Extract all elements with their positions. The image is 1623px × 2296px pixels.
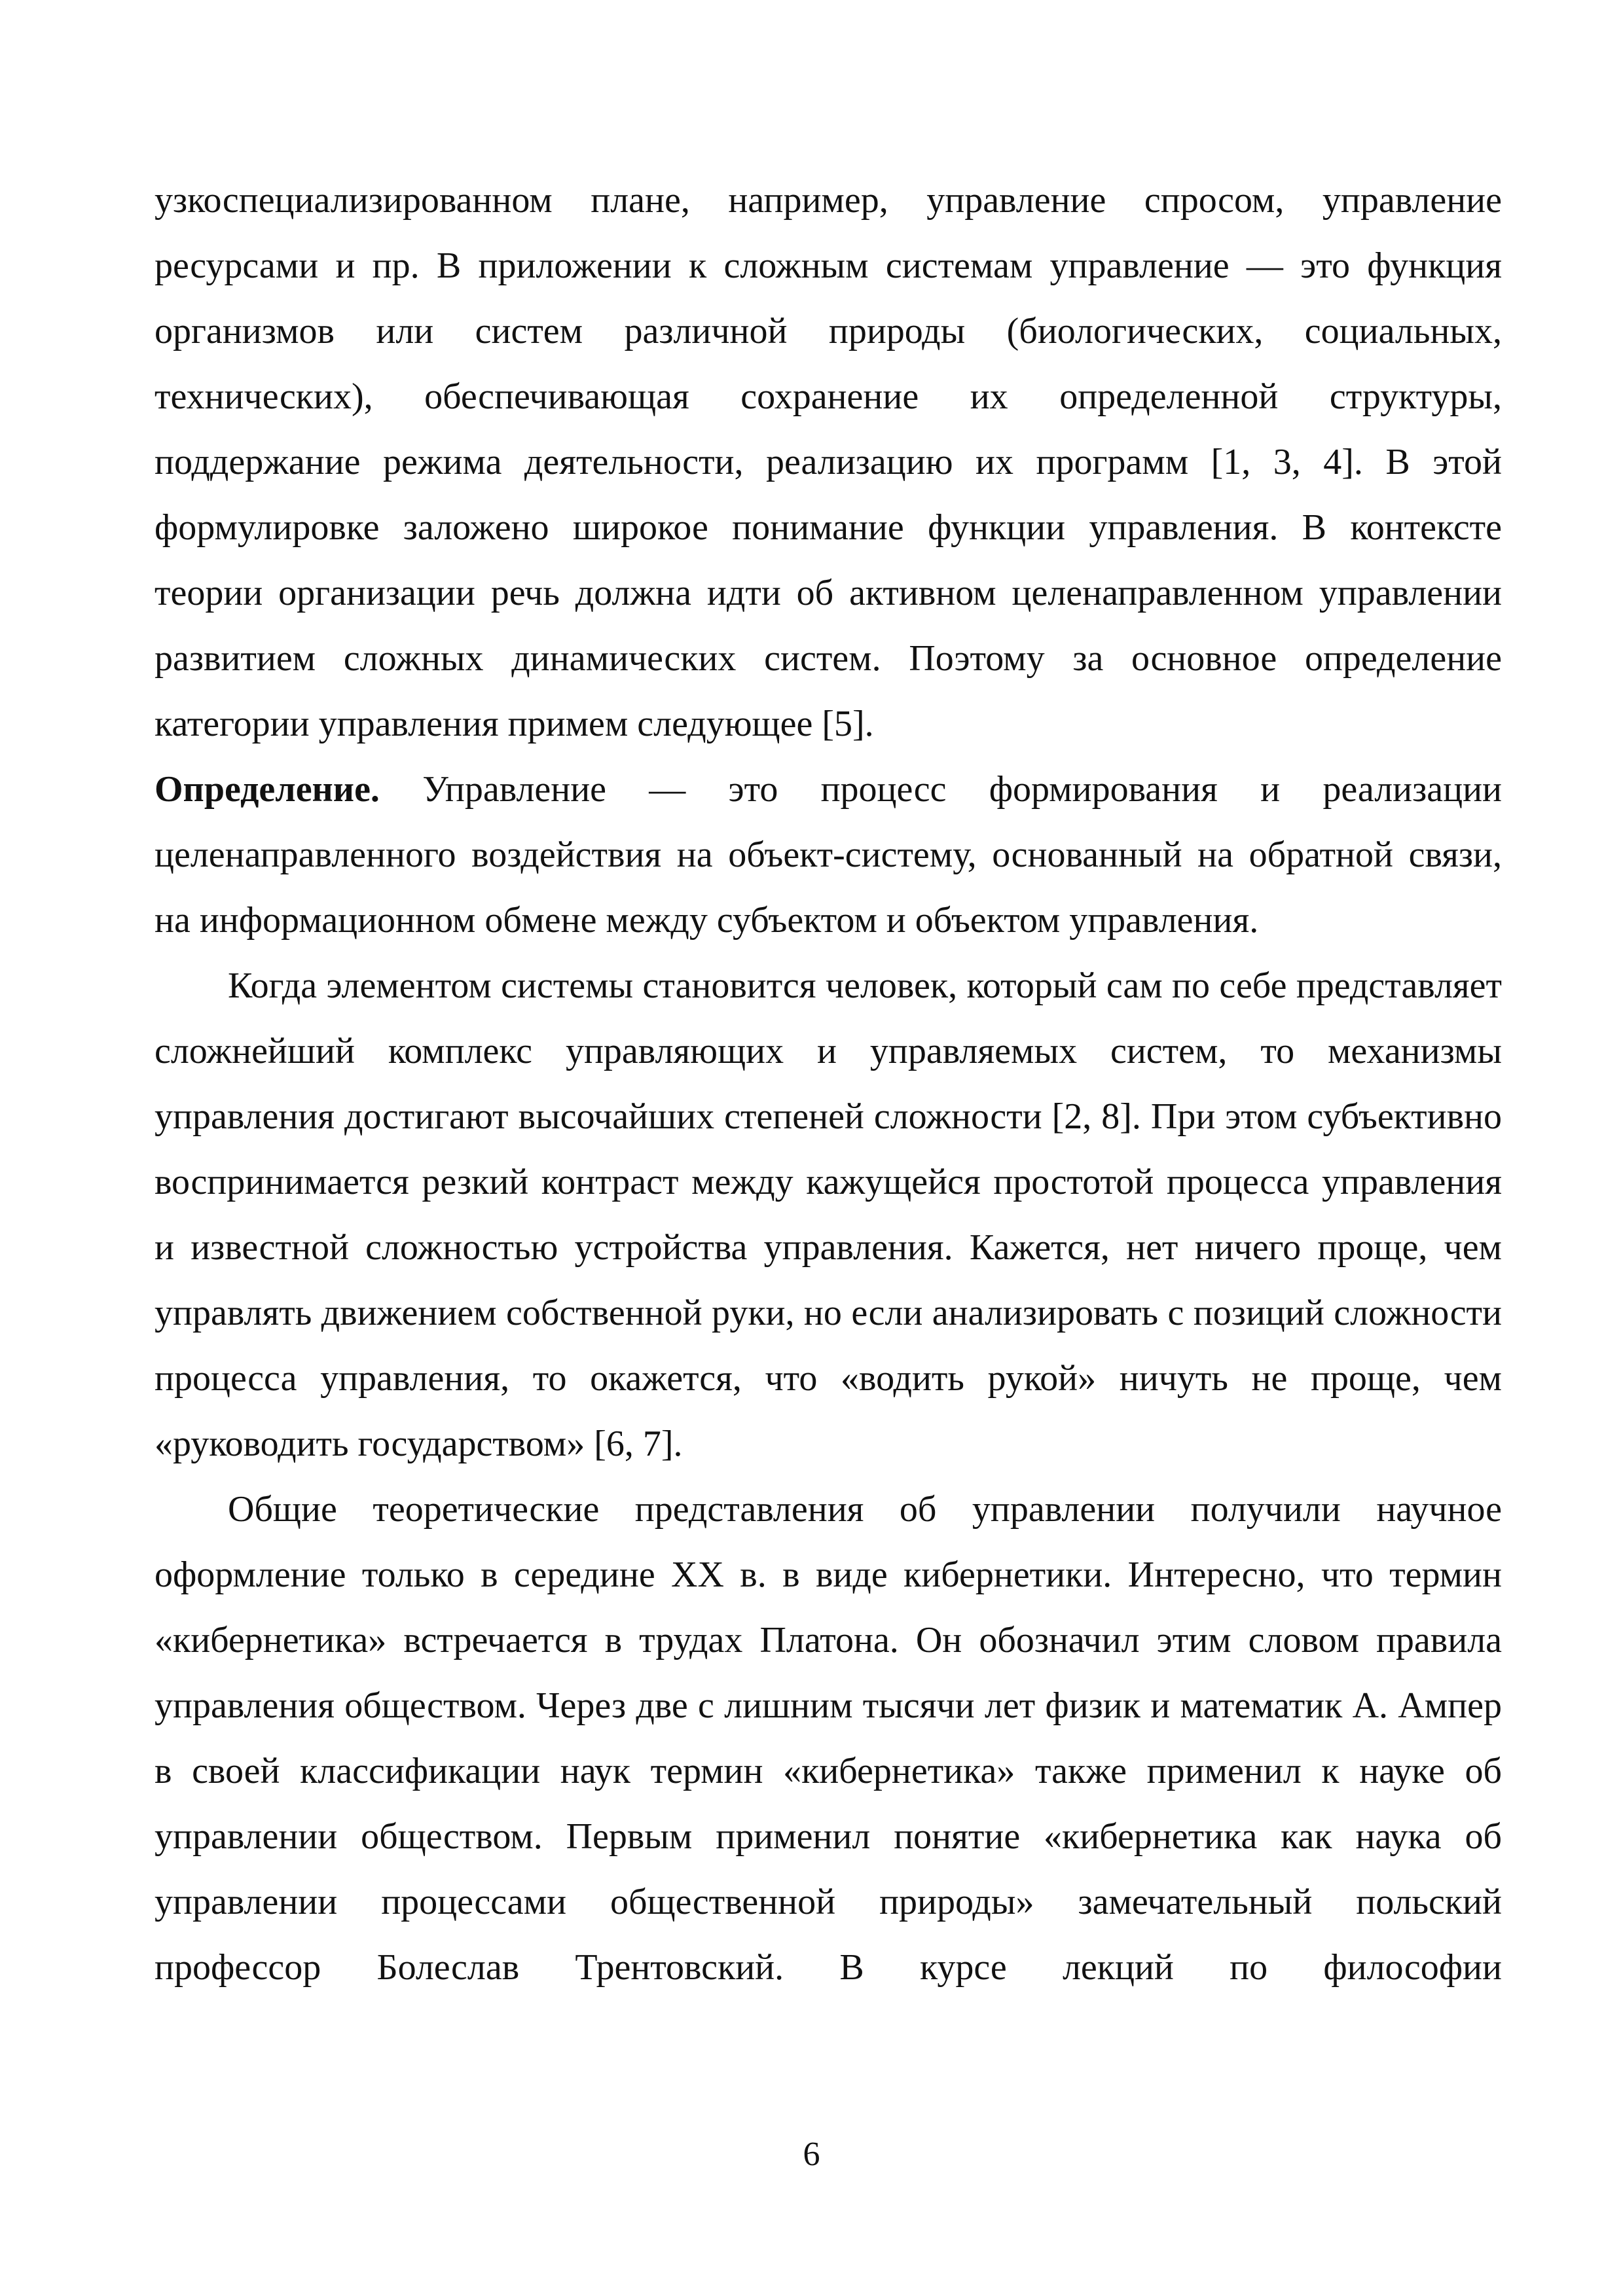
paragraph-human-control: Когда элементом системы становится человек, который сам по себе представляет сложнейший комплекс управляющих и управляемых систем, то механизмы управления достигают высочайших степеней сложности [2, 8]. При этом субъективно воспринимается резкий контраст между кажущейся простотой процесса управления и известной сложностью устройства управления. Кажется, нет ничего проще, чем управлять движением собственной руки, но если анализировать с позиций сложности процесса управления, то окажется, что «водить рукой» ничуть не проще, чем «руководить государством» [6, 7].: [155, 965, 1502, 1464]
page-number: 6: [803, 2136, 820, 2173]
paragraph-cybernetics-history: Общие теоретические представления об управлении получили научное оформление только в середине XX в. в виде кибернетики. Интересно, что термин «кибернетика» встречается в трудах Платона. Он обозначил этим словом правила управления обществом. Через две с лишним тысячи лет физик и математик А. Ампер в своей классификации наук термин «кибернетика» также применил к науке об управлении обществом. Первым применил понятие «кибернетика как наука об управлении процессами общественной природы» замечательный польский профессор Болеслав Трентовский. В курсе лекций по философии: [155, 1489, 1502, 1988]
paragraph-continuation: узкоспециализированном плане, например, управление спросом, управление ресурсами и пр. В приложении к сложным системам управление — это функция организмов или систем различной природы (биологических, социальных, технических), обеспечивающая сохранение их определенной структуры, поддержание режима деятельности, реализацию их программ [1, 3, 4]. В этой формулировке заложено широкое понимание функции управления. В контексте теории организации речь должна идти об активном целенаправленном управлении развитием сложных динамических систем. Поэтому за основное определение категории управления примем следующее [5].: [155, 180, 1502, 744]
definition-term: Определение.: [155, 769, 380, 810]
body-text: [155, 168, 1502, 2000]
definition-paragraph: [155, 757, 1502, 953]
definition-text: Управление — это процесс формирования и реализации целенаправленного воздействия на объект-систему, основанный на обратной связи, на информационном обмене между субъектом и объектом управления.: [155, 769, 1502, 941]
